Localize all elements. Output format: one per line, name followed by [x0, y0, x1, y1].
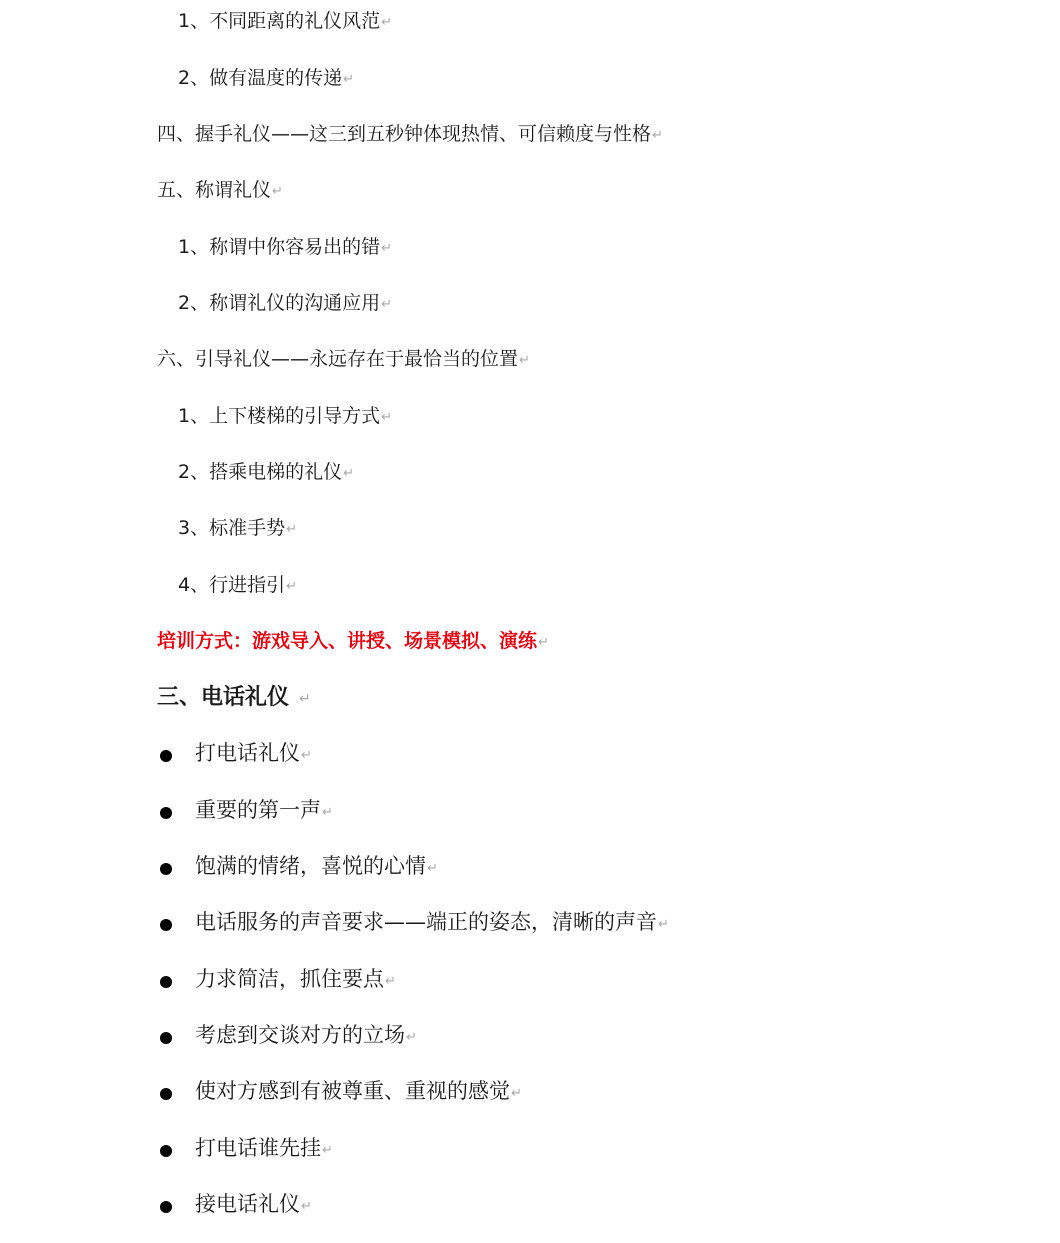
paragraph-mark-icon: ↵ — [381, 410, 392, 425]
bullet-text: 使对方感到有被尊重、重视的感觉 — [195, 1079, 510, 1103]
section-heading-text: 三、电话礼仪 — [157, 685, 290, 710]
bullet-icon — [160, 976, 172, 988]
training-method-line — [157, 632, 549, 651]
outline-item-text: 1、称谓中你容易出的错 — [178, 236, 381, 258]
outline-item — [178, 519, 297, 538]
paragraph-mark-icon: ↵ — [381, 15, 392, 30]
bullet-text: 考虑到交谈对方的立场 — [195, 1023, 405, 1047]
paragraph-mark-icon: ↵ — [658, 917, 669, 932]
bullet-text: 打电话礼仪 — [195, 741, 300, 765]
paragraph-mark-icon: ↵ — [272, 184, 283, 199]
bullet-text: 重要的第一声 — [195, 798, 321, 822]
paragraph-mark-icon: ↵ — [381, 297, 392, 312]
bullet-icon — [160, 1032, 172, 1044]
paragraph-mark-icon: ↵ — [406, 1030, 417, 1045]
outline-item — [178, 69, 354, 88]
paragraph-mark-icon: ↵ — [538, 635, 549, 650]
paragraph-mark-icon: ↵ — [381, 241, 392, 256]
outline-section-text: 四、握手礼仪——这三到五秒钟体现热情、可信赖度与性格 — [157, 123, 652, 145]
paragraph-mark-icon: ↵ — [385, 974, 396, 989]
paragraph-mark-icon: ↵ — [652, 128, 663, 143]
bullet-icon — [160, 919, 172, 931]
outline-item-text: 1、上下楼梯的引导方式 — [178, 405, 381, 427]
bullet-text: 电话服务的声音要求——端正的姿态，清晰的声音 — [195, 910, 657, 934]
bullet-icon — [160, 863, 172, 875]
outline-item-text: 2、做有温度的传递 — [178, 67, 343, 89]
bullet-icon — [160, 807, 172, 819]
outline-item — [178, 407, 392, 426]
paragraph-mark-icon: ↵ — [427, 861, 438, 876]
outline-item — [178, 12, 392, 31]
paragraph-mark-icon: ↵ — [286, 522, 297, 537]
paragraph-mark-icon: ↵ — [301, 748, 312, 763]
bullet-icon — [160, 1145, 172, 1157]
outline-item — [178, 294, 392, 313]
bullet-icon — [160, 750, 172, 762]
outline-item — [178, 463, 354, 482]
outline-item — [178, 238, 392, 257]
bullet-text: 饱满的情绪，喜悦的心情 — [195, 854, 426, 878]
bullet-icon — [160, 1201, 172, 1213]
paragraph-mark-icon: ↵ — [343, 466, 354, 481]
bullet-text: 接电话礼仪 — [195, 1192, 300, 1216]
paragraph-mark-icon: ↵ — [322, 1143, 333, 1158]
training-method-text: 培训方式：游戏导入、讲授、场景模拟、演练 — [157, 630, 538, 652]
paragraph-mark-icon: ↵ — [286, 579, 297, 594]
bullet-text: 打电话谁先挂 — [195, 1136, 321, 1160]
outline-item-text: 2、称谓礼仪的沟通应用 — [178, 292, 381, 314]
paragraph-mark-icon: ↵ — [519, 353, 530, 368]
bullet-text: 力求简洁，抓住要点 — [195, 967, 384, 991]
outline-item-text: 2、搭乘电梯的礼仪 — [178, 461, 343, 483]
outline-section — [157, 181, 283, 200]
outline-item-text: 4、行进指引 — [178, 574, 286, 596]
outline-section-text: 五、称谓礼仪 — [157, 179, 272, 201]
paragraph-mark-icon: ↵ — [511, 1086, 522, 1101]
paragraph-mark-icon: ↵ — [299, 691, 311, 707]
paragraph-mark-icon: ↵ — [343, 72, 354, 87]
paragraph-mark-icon: ↵ — [301, 1199, 312, 1214]
outline-section — [157, 125, 663, 144]
outline-section — [157, 350, 530, 369]
outline-item-text: 1、不同距离的礼仪风范 — [178, 10, 381, 32]
bullet-icon — [160, 1088, 172, 1100]
outline-item-text: 3、标准手势 — [178, 517, 286, 539]
outline-section-text: 六、引导礼仪——永远存在于最恰当的位置 — [157, 348, 519, 370]
section-heading — [157, 687, 311, 709]
outline-item — [178, 576, 297, 595]
paragraph-mark-icon: ↵ — [322, 805, 333, 820]
